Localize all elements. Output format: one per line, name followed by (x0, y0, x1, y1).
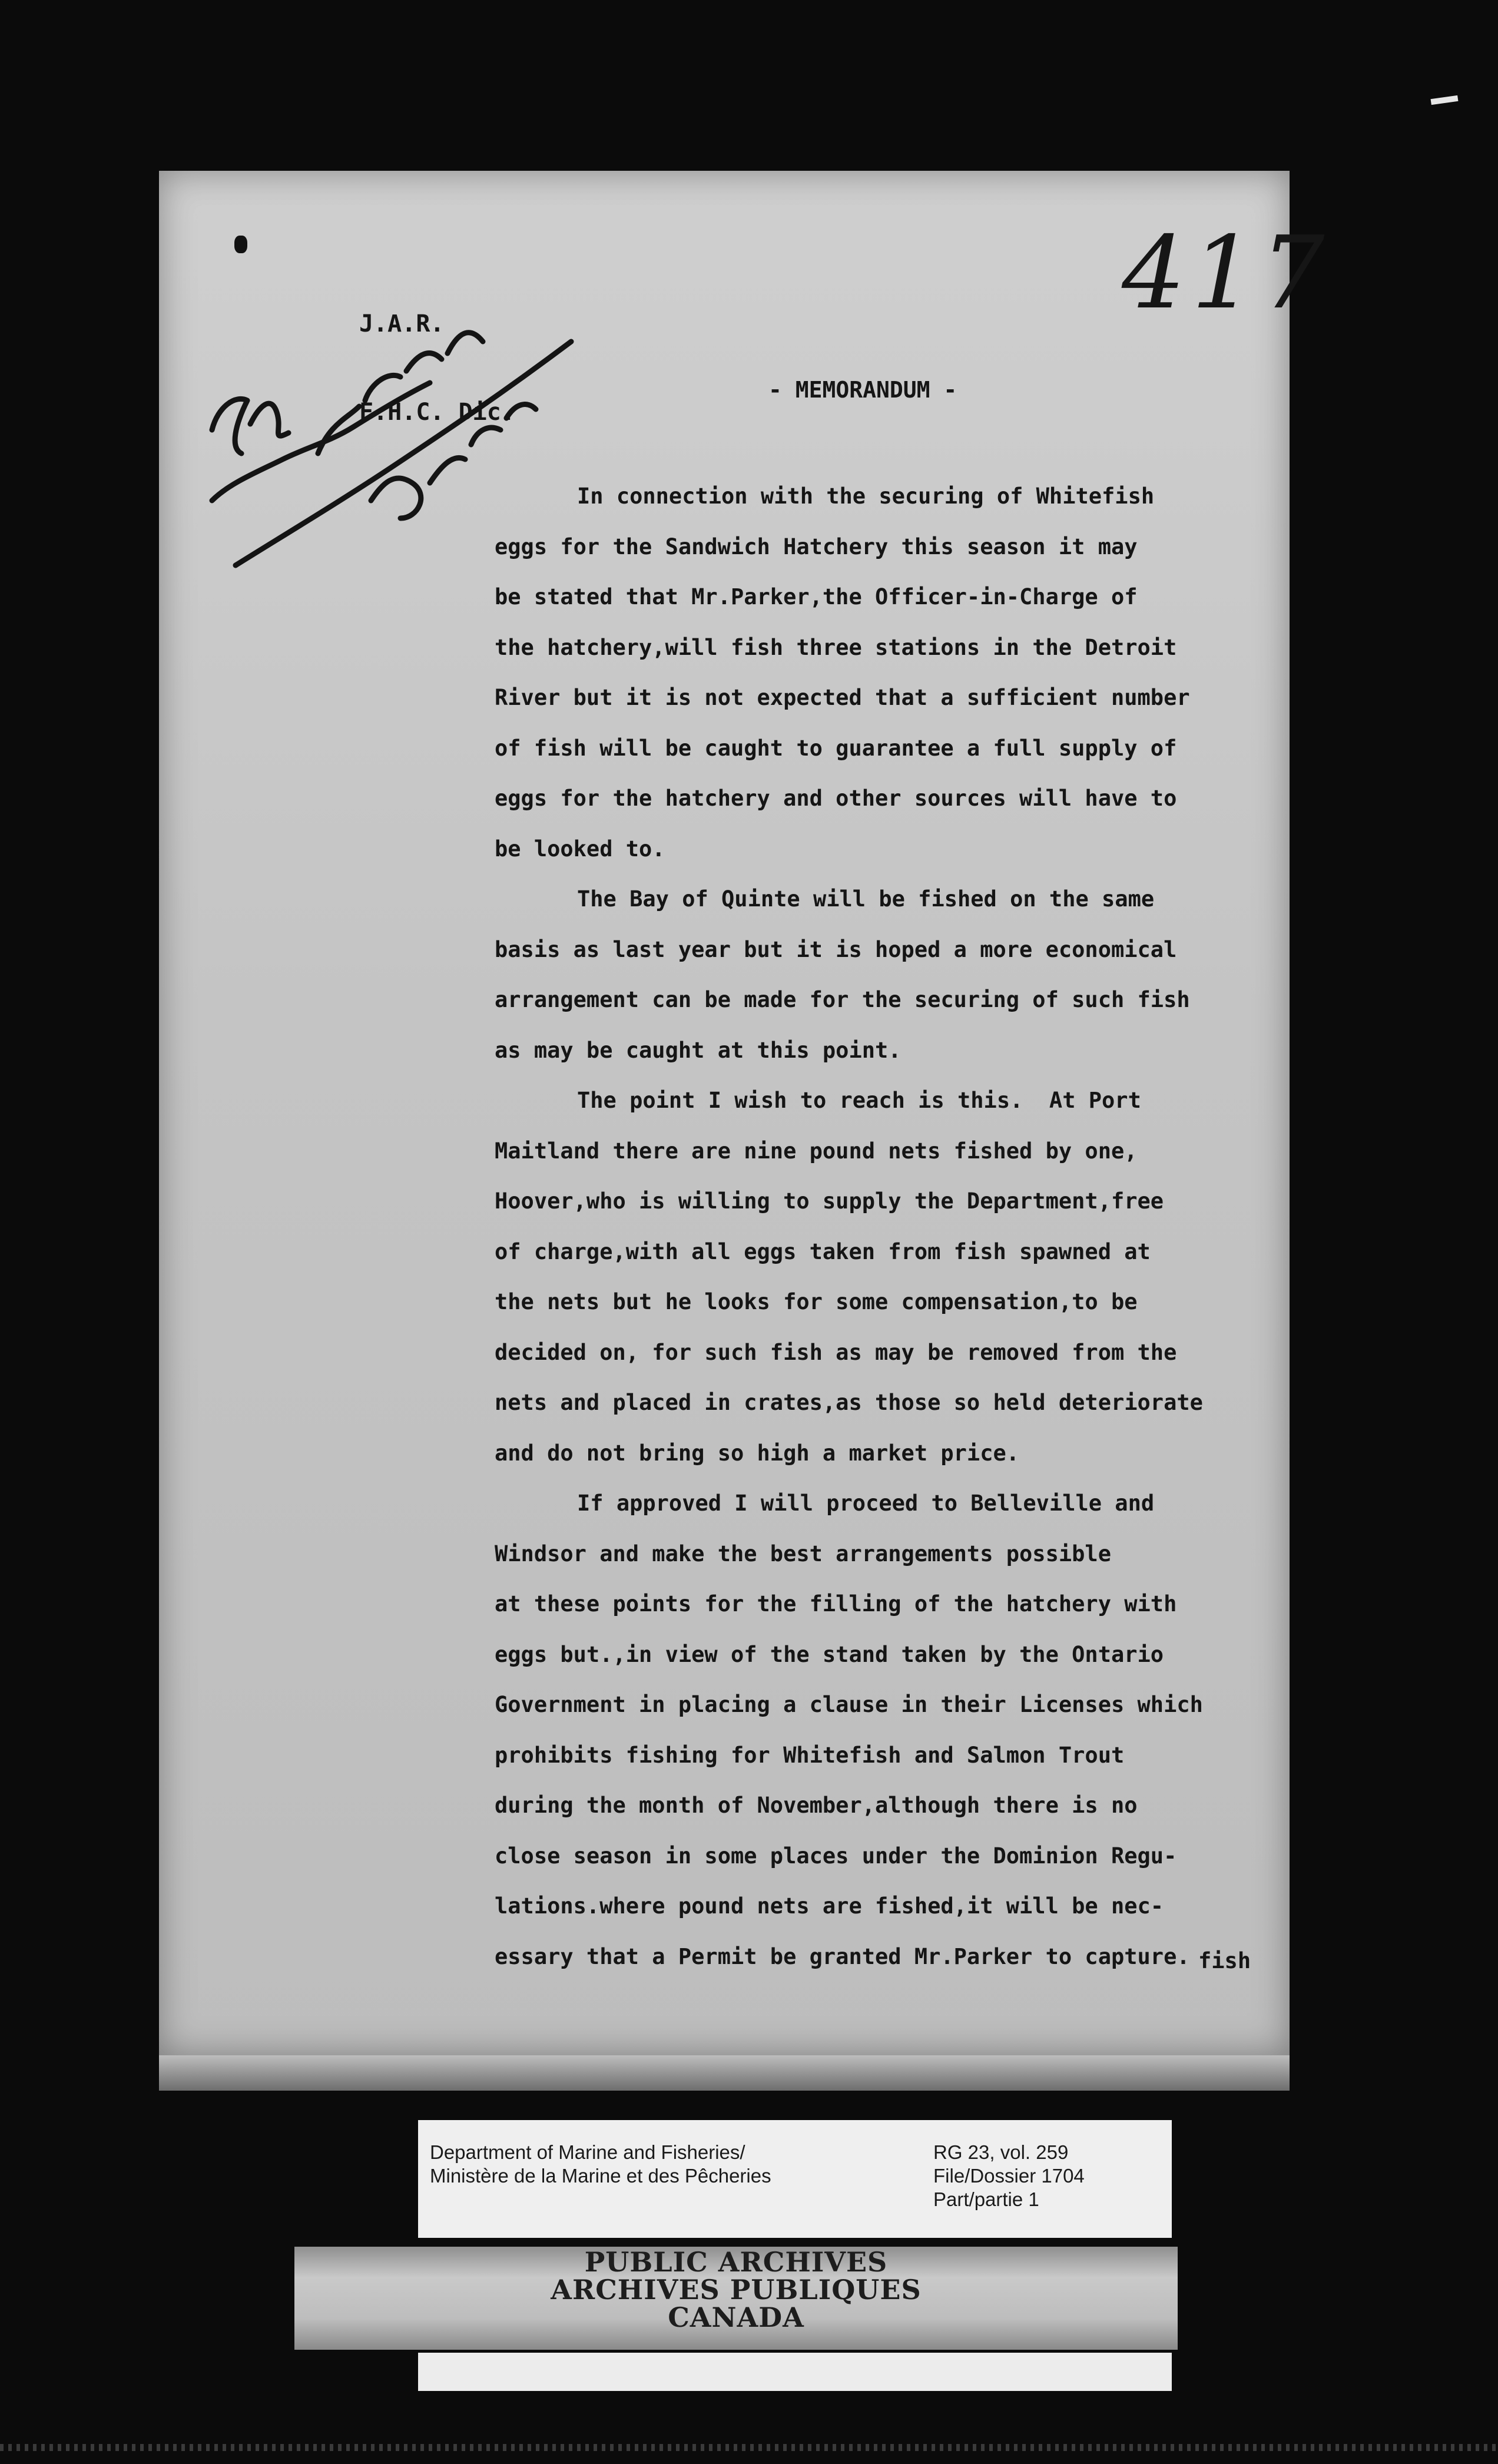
body-line: at these points for the filling of the hatchery with (495, 1591, 1177, 1617)
stamp-line-1: PUBLIC ARCHIVES (584, 2246, 888, 2278)
stamp-line-2: ARCHIVES PUBLIQUES (551, 2274, 922, 2306)
stamp-line-3: CANADA (668, 2301, 804, 2333)
archive-reference (933, 2141, 1085, 2211)
body-line: If approved I will proceed to Belleville and (577, 1491, 1155, 1516)
body-line: eggs for the Sandwich Hatchery this season it may (495, 534, 1138, 559)
body-line: basis as last year but it is hoped a more economical (495, 936, 1177, 962)
body-line: eggs for the hatchery and other sources will have to (495, 786, 1177, 811)
body-line: of charge,with all eggs taken from fish spawned at (495, 1238, 1151, 1264)
page-number: 417 (1122, 215, 1331, 332)
body-line: In connection with the securing of Whitefish (577, 483, 1155, 509)
body-line: the hatchery,will fish three stations in the Detroit (495, 634, 1177, 660)
body-line: close season in some places under the Dominion Regu- (495, 1843, 1177, 1869)
body-line: as may be caught at this point. (495, 1037, 902, 1063)
archive-department (430, 2141, 771, 2188)
reference-line-2: File/Dossier 1704 (933, 2165, 1085, 2187)
body-line: Maitland there are nine pound nets fished by one, (495, 1138, 1138, 1164)
initials-line-2: F.H.C. Dic. (359, 399, 515, 426)
body-line: of fish will be caught to guarantee a full supply of (495, 735, 1177, 761)
body-line: decided on, for such fish as may be removed from the (495, 1339, 1177, 1365)
ink-mark (234, 236, 247, 253)
memo-body (495, 471, 1319, 1982)
memo-title: - MEMORANDUM - (768, 377, 957, 403)
department-line-1: Department of Marine and Fisheries/ (430, 2141, 745, 2163)
film-edge (0, 2444, 1498, 2451)
page-bottom-edge (159, 2055, 1290, 2091)
reference-line-3: Part/partie 1 (933, 2188, 1039, 2210)
body-line: The Bay of Quinte will be fished on the same (577, 886, 1155, 912)
body-line: Government in placing a clause in their Licenses which (495, 1692, 1203, 1717)
body-line: eggs but.,in view of the stand taken by the Ontario (495, 1641, 1164, 1667)
body-line: be looked to. (495, 836, 665, 862)
label-strip (418, 2353, 1172, 2391)
reference-line-1: RG 23, vol. 259 (933, 2141, 1069, 2163)
department-line-2: Ministère de la Marine et des Pêcheries (430, 2165, 771, 2187)
body-line: essary that a Permit be granted Mr.Parker to capture. (495, 1943, 1190, 1969)
body-line: nets and placed in crates,as those so held deteriorate (495, 1390, 1203, 1415)
body-line: The point I wish to reach is this. At Port (577, 1088, 1141, 1113)
initials-line-1: J.A.R. (359, 310, 445, 337)
body-line: be stated that Mr.Parker,the Officer-in-Charge of (495, 584, 1138, 610)
body-line: the nets but he looks for some compensation,to be (495, 1289, 1138, 1314)
continuation-word: fish (1198, 1948, 1251, 1973)
corner-mark (1431, 95, 1459, 105)
body-line: arrangement can be made for the securing of such fish (495, 987, 1190, 1012)
body-line: River but it is not expected that a sufficient number (495, 685, 1190, 710)
body-line: during the month of November,although there is no (495, 1793, 1138, 1818)
body-line: prohibits fishing for Whitefish and Salmon Trout (495, 1742, 1125, 1768)
body-line: Hoover,who is willing to supply the Department,free (495, 1188, 1164, 1214)
body-line: and do not bring so high a market price. (495, 1440, 1020, 1466)
body-line: lations.where pound nets are fished,it will be nec- (495, 1893, 1164, 1919)
archive-stamp (294, 2248, 1178, 2331)
body-line: Windsor and make the best arrangements possible (495, 1541, 1111, 1567)
